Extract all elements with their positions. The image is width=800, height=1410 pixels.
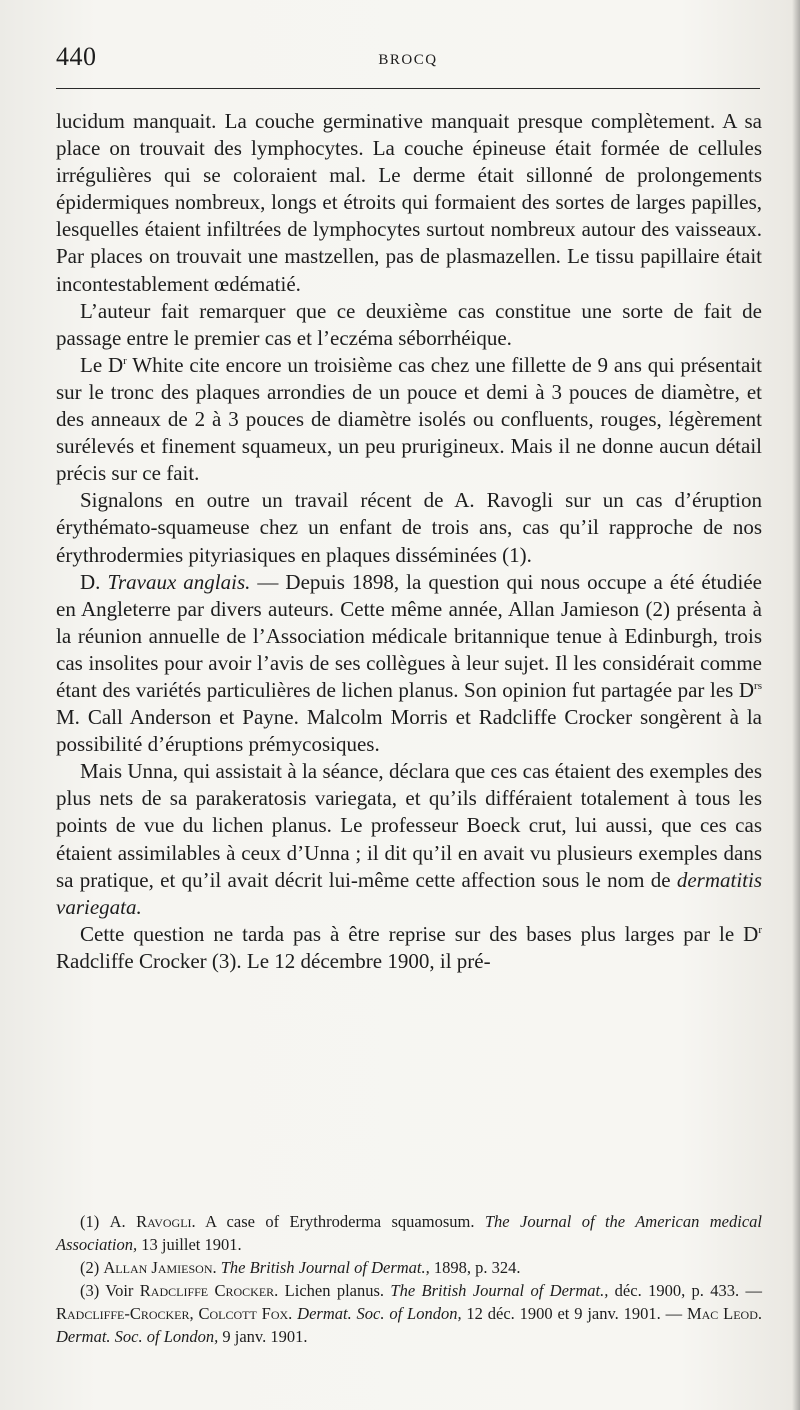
page-number: 440	[56, 42, 97, 71]
text-run: Lichen planus.	[278, 1281, 391, 1300]
small-caps-text: Allan Jamieson.	[103, 1258, 217, 1277]
paragraph	[56, 921, 762, 975]
footnotes	[56, 1210, 762, 1348]
paragraph	[56, 352, 762, 487]
footnote	[56, 1210, 762, 1256]
paragraph	[56, 298, 762, 352]
text-run: Signalons en outre un travail récent de A. Ravogli sur un cas d’éruption érythémato-squameuse chez un enfant de trois ans, cas qu’il rapproche de nos érythrodermies pityriasiques en plaques disséminées (1).	[56, 488, 762, 567]
text-run: 12 déc. 1900 et 9 janv. 1901. —	[461, 1304, 687, 1323]
text-run: 9 janv. 1901.	[218, 1327, 308, 1346]
text-run: (1)	[80, 1212, 110, 1231]
text-run: Mais Unna, qui assistait à la séance, déclara que ces cas étaient des exemples des plus nets de sa parakeratosis variegata, et qu’ils différaient totalement à tous les points de vue du lichen planus. Le professeur Boeck crut, lui aussi, que ces cas étaient assimilables à ceux d’Unna ; il dit qu’il en avait vu plusieurs exemples dans sa pratique, et qu’il avait décrit lui-même cette affection sous le nom de	[56, 759, 762, 892]
small-caps-text: Mac Leod.	[686, 1304, 763, 1323]
text-run: D.	[80, 569, 108, 594]
text-run: Le D	[80, 352, 124, 377]
text-run: M. Call Anderson et Payne. Malcolm Morris et Radcliffe Crocker songèrent à la possibilité d’éruptions prémycosiques.	[56, 705, 762, 757]
text-run: Cette question ne tarda pas à être reprise sur des bases plus larges par le D	[80, 921, 759, 946]
italic-text: dermatitis variegata.	[56, 867, 762, 919]
italic-text: Dermat. Soc. of London,	[297, 1304, 462, 1323]
text-run: déc. 1900, p. 433. —	[608, 1281, 763, 1300]
text-run: lucidum manquait. La couche germinative manquait presque complètement. A sa place on trouvait des lymphocytes. La couche épineuse était formée de cellules irrégulières qui se coloraient mal. Le derme était sillonné de prolongements épidermiques nombreux, longs et étroits qui formaient des sortes de larges papilles, lesquelles étaient infiltrées de lymphocytes surtout nombreux autour des vaisseaux. Par places on trouvait une mastzellen, pas de plasmazellen. Le tissu papillaire était incontestablement œdématié.	[56, 109, 762, 296]
small-caps-text: Radcliffe-Crocker, Colcott Fox.	[56, 1304, 293, 1323]
text-run: L’auteur fait remarquer que ce deuxième cas constitue une sorte de fait de passage entre le premier cas et l’eczéma séborrhéique.	[56, 298, 762, 350]
page-header	[56, 42, 760, 82]
italic-text: Travaux anglais.	[107, 569, 251, 594]
paragraph	[56, 569, 762, 759]
footnote	[56, 1279, 762, 1348]
paragraph	[56, 487, 762, 568]
text-run: White cite encore un troisième cas chez une fillette de 9 ans qui présentait sur le tronc des plaques arrondies de un pouce et demi à 3 pouces de diamètre, et des anneaux de 2 à 3 pouces de diamètre isolés ou confluents, rouges, légèrement surélevés et finement squameux, un peu prurigineux. Mais il ne donne aucun détail précis sur ce fait.	[56, 352, 762, 486]
superscript: rs	[754, 679, 762, 692]
italic-text: The British Journal of Dermat.,	[220, 1258, 430, 1277]
superscript: r	[123, 354, 127, 367]
page-edge-shadow	[792, 0, 800, 1410]
footnote	[56, 1256, 762, 1279]
text-run: A case of Erythroderma squamosum.	[195, 1212, 485, 1231]
italic-text: The British Journal of Dermat.,	[390, 1281, 609, 1300]
body-text	[56, 108, 762, 975]
small-caps-text: Radcliffe Crocker.	[139, 1281, 279, 1300]
paragraph	[56, 758, 762, 921]
italic-text: The Journal of the American medical Association,	[56, 1212, 762, 1254]
text-run: (3) Voir	[80, 1281, 140, 1300]
header-rule	[56, 88, 760, 89]
small-caps-text: A. Ravogli.	[109, 1212, 196, 1231]
paragraph	[56, 108, 762, 298]
running-head: BROCQ	[378, 52, 438, 68]
text-run: 1898, p. 324.	[429, 1258, 521, 1277]
superscript: r	[758, 923, 762, 936]
text-run: — Depuis 1898, la question qui nous occupe a été étudiée en Angleterre par divers auteurs. Cette même année, Allan Jamieson (2) présenta à la réunion annuelle de l’Association médicale britannique tenue à Edinburgh, trois cas insolites pour avoir l’avis de ses collègues à leur sujet. Il les considérait comme étant des variétés particulières de lichen planus. Son opinion fut partagée par les D	[56, 569, 762, 702]
text-run: Radcliffe Crocker (3). Le 12 décembre 1900, il pré-	[56, 948, 491, 973]
text-run: (2)	[80, 1258, 104, 1277]
italic-text: Dermat. Soc. of London,	[56, 1327, 219, 1346]
text-run: 13 juillet 1901.	[137, 1235, 242, 1254]
